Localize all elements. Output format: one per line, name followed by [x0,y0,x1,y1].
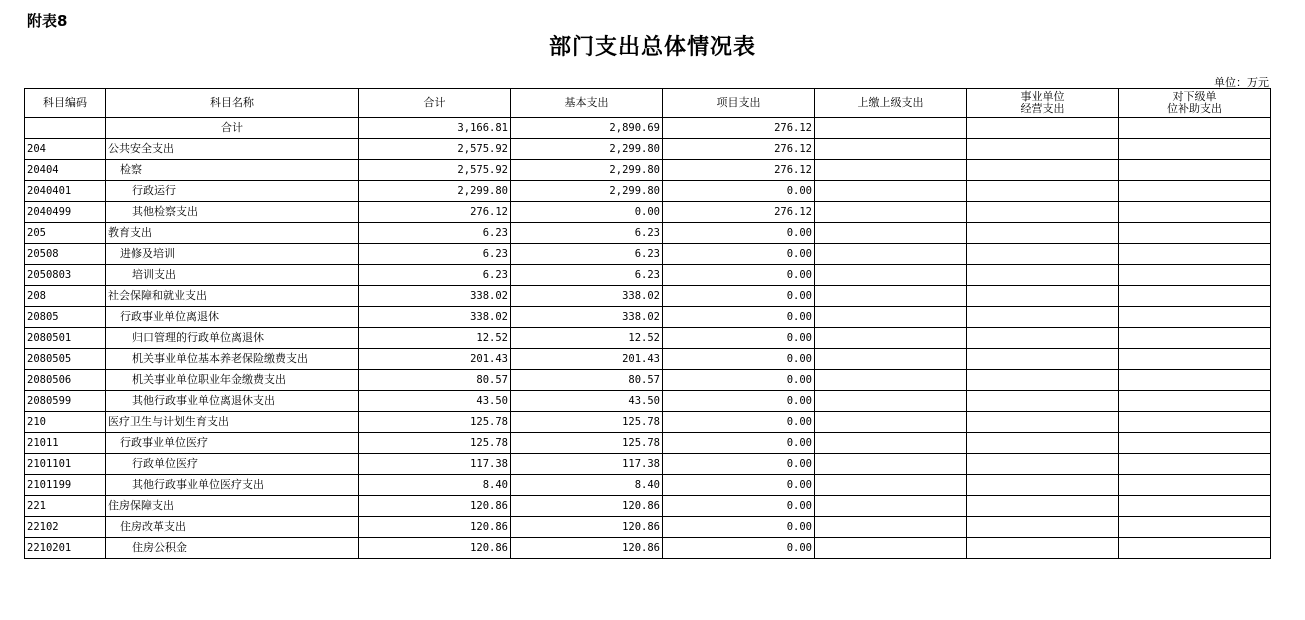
table-row [25,349,1271,370]
cell-upper-remit [815,160,967,181]
cell-subject-code: 2080501 [25,328,106,349]
cell-subsidy-expenditure [1119,370,1271,391]
cell-project-expenditure: 276.12 [663,160,815,181]
cell-subsidy-expenditure [1119,307,1271,328]
cell-business-expenditure [967,538,1119,559]
cell-subject-code: 20508 [25,244,106,265]
cell-subject-code: 205 [25,223,106,244]
cell-subject-name: 其他行政事业单位医疗支出 [106,475,359,496]
cell-total: 80.57 [359,370,511,391]
cell-subject-name: 住房改革支出 [106,517,359,538]
cell-total: 43.50 [359,391,511,412]
cell-subject-code: 2080505 [25,349,106,370]
header-subject-code: 科目编码 [25,89,106,118]
cell-upper-remit [815,328,967,349]
cell-project-expenditure: 0.00 [663,307,815,328]
cell-subject-code: 2040499 [25,202,106,223]
cell-subject-name: 机关事业单位职业年金缴费支出 [106,370,359,391]
cell-total: 2,575.92 [359,160,511,181]
cell-upper-remit [815,391,967,412]
cell-subsidy-expenditure [1119,160,1271,181]
cell-total: 338.02 [359,307,511,328]
cell-business-expenditure [967,160,1119,181]
cell-total: 125.78 [359,433,511,454]
cell-basic-expenditure: 120.86 [511,496,663,517]
cell-basic-expenditure: 338.02 [511,307,663,328]
cell-total: 120.86 [359,496,511,517]
table-row [25,265,1271,286]
cell-subsidy-expenditure [1119,412,1271,433]
cell-business-expenditure [967,244,1119,265]
cell-total: 8.40 [359,475,511,496]
cell-upper-remit [815,286,967,307]
table-row [25,496,1271,517]
cell-upper-remit [815,412,967,433]
cell-basic-expenditure: 125.78 [511,412,663,433]
cell-project-expenditure: 0.00 [663,244,815,265]
cell-subject-code: 210 [25,412,106,433]
cell-business-expenditure [967,454,1119,475]
cell-business-expenditure [967,139,1119,160]
table-row [25,328,1271,349]
cell-subject-name: 培训支出 [106,265,359,286]
header-subsidy-expenditure [1119,89,1271,118]
table-row [25,139,1271,160]
cell-subject-code: 2101101 [25,454,106,475]
header-subsidy-line-2: 位补助支出 [1167,102,1222,115]
unit-label: 单位：万元 [1214,76,1269,89]
table-row [25,286,1271,307]
header-business-line-1: 事业单位 [1020,90,1065,103]
cell-business-expenditure [967,391,1119,412]
table-row [25,433,1271,454]
cell-basic-expenditure: 8.40 [511,475,663,496]
expenditure-table [24,88,1271,559]
table-row [25,223,1271,244]
cell-subsidy-expenditure [1119,139,1271,160]
table-row [25,412,1271,433]
cell-basic-expenditure: 80.57 [511,370,663,391]
cell-subject-name: 合计 [106,118,359,139]
header-basic-expenditure: 基本支出 [511,89,663,118]
cell-project-expenditure: 0.00 [663,538,815,559]
cell-upper-remit [815,265,967,286]
cell-total: 3,166.81 [359,118,511,139]
cell-upper-remit [815,202,967,223]
table-body [25,118,1271,559]
cell-project-expenditure: 0.00 [663,475,815,496]
cell-basic-expenditure: 125.78 [511,433,663,454]
cell-subsidy-expenditure [1119,286,1271,307]
cell-subsidy-expenditure [1119,328,1271,349]
cell-upper-remit [815,538,967,559]
cell-business-expenditure [967,370,1119,391]
cell-project-expenditure: 0.00 [663,433,815,454]
table-row [25,370,1271,391]
cell-basic-expenditure: 6.23 [511,223,663,244]
cell-basic-expenditure: 338.02 [511,286,663,307]
cell-subsidy-expenditure [1119,475,1271,496]
cell-total: 276.12 [359,202,511,223]
cell-project-expenditure: 0.00 [663,181,815,202]
table-row [25,391,1271,412]
cell-subject-name: 其他行政事业单位离退休支出 [106,391,359,412]
cell-project-expenditure: 0.00 [663,454,815,475]
cell-subsidy-expenditure [1119,202,1271,223]
cell-basic-expenditure: 0.00 [511,202,663,223]
header-subject-name: 科目名称 [106,89,359,118]
cell-subject-name: 其他检察支出 [106,202,359,223]
cell-total: 6.23 [359,223,511,244]
table-row [25,118,1271,139]
cell-subject-name: 机关事业单位基本养老保险缴费支出 [106,349,359,370]
cell-upper-remit [815,496,967,517]
cell-upper-remit [815,454,967,475]
cell-basic-expenditure: 120.86 [511,517,663,538]
cell-subject-code [25,118,106,139]
cell-subject-code: 2080506 [25,370,106,391]
cell-subsidy-expenditure [1119,433,1271,454]
table-row [25,181,1271,202]
cell-total: 120.86 [359,538,511,559]
cell-subsidy-expenditure [1119,391,1271,412]
cell-upper-remit [815,181,967,202]
cell-project-expenditure: 0.00 [663,265,815,286]
cell-subject-code: 204 [25,139,106,160]
cell-total: 6.23 [359,265,511,286]
cell-basic-expenditure: 43.50 [511,391,663,412]
cell-project-expenditure: 0.00 [663,286,815,307]
cell-subject-code: 221 [25,496,106,517]
cell-upper-remit [815,223,967,244]
cell-basic-expenditure: 6.23 [511,265,663,286]
cell-business-expenditure [967,412,1119,433]
cell-business-expenditure [967,202,1119,223]
cell-subsidy-expenditure [1119,181,1271,202]
cell-basic-expenditure: 117.38 [511,454,663,475]
cell-subsidy-expenditure [1119,223,1271,244]
attachment-label: 附表8 [27,12,68,30]
cell-subject-code: 208 [25,286,106,307]
cell-basic-expenditure: 201.43 [511,349,663,370]
cell-total: 120.86 [359,517,511,538]
cell-basic-expenditure: 2,299.80 [511,160,663,181]
cell-project-expenditure: 0.00 [663,412,815,433]
cell-subject-name: 行政事业单位离退休 [106,307,359,328]
page-title: 部门支出总体情况表 [548,34,756,60]
cell-subsidy-expenditure [1119,118,1271,139]
cell-subject-name: 行政单位医疗 [106,454,359,475]
cell-subject-name: 医疗卫生与计划生育支出 [106,412,359,433]
table-row [25,160,1271,181]
cell-business-expenditure [967,496,1119,517]
table-row [25,517,1271,538]
cell-subject-name: 归口管理的行政单位离退休 [106,328,359,349]
cell-upper-remit [815,244,967,265]
cell-subject-name: 社会保障和就业支出 [106,286,359,307]
cell-basic-expenditure: 6.23 [511,244,663,265]
cell-project-expenditure: 0.00 [663,370,815,391]
cell-project-expenditure: 276.12 [663,202,815,223]
cell-business-expenditure [967,286,1119,307]
cell-upper-remit [815,118,967,139]
cell-total: 117.38 [359,454,511,475]
cell-project-expenditure: 0.00 [663,349,815,370]
cell-subsidy-expenditure [1119,496,1271,517]
cell-upper-remit [815,517,967,538]
header-total: 合计 [359,89,511,118]
header-upper-remit: 上缴上级支出 [815,89,967,118]
cell-business-expenditure [967,118,1119,139]
cell-subject-code: 2080599 [25,391,106,412]
cell-basic-expenditure: 120.86 [511,538,663,559]
cell-subject-name: 住房保障支出 [106,496,359,517]
cell-project-expenditure: 0.00 [663,496,815,517]
cell-total: 2,575.92 [359,139,511,160]
cell-subject-code: 2101199 [25,475,106,496]
cell-total: 338.02 [359,286,511,307]
cell-business-expenditure [967,223,1119,244]
cell-basic-expenditure: 2,299.80 [511,139,663,160]
cell-upper-remit [815,349,967,370]
cell-subsidy-expenditure [1119,454,1271,475]
cell-upper-remit [815,307,967,328]
header-project-expenditure: 项目支出 [663,89,815,118]
cell-upper-remit [815,433,967,454]
cell-subsidy-expenditure [1119,349,1271,370]
cell-basic-expenditure: 2,890.69 [511,118,663,139]
cell-project-expenditure: 0.00 [663,517,815,538]
table-header-row [25,89,1271,118]
cell-total: 125.78 [359,412,511,433]
header-business-expenditure [967,89,1119,118]
cell-upper-remit [815,139,967,160]
cell-total: 6.23 [359,244,511,265]
cell-project-expenditure: 276.12 [663,139,815,160]
cell-business-expenditure [967,307,1119,328]
cell-subject-code: 20805 [25,307,106,328]
table-row [25,538,1271,559]
cell-business-expenditure [967,328,1119,349]
cell-subsidy-expenditure [1119,517,1271,538]
cell-project-expenditure: 0.00 [663,391,815,412]
cell-upper-remit [815,475,967,496]
table-row [25,454,1271,475]
cell-basic-expenditure: 2,299.80 [511,181,663,202]
cell-subject-name: 检察 [106,160,359,181]
header-business-line-2: 经营支出 [1020,102,1065,115]
cell-project-expenditure: 0.00 [663,223,815,244]
cell-total: 2,299.80 [359,181,511,202]
cell-business-expenditure [967,517,1119,538]
cell-business-expenditure [967,265,1119,286]
cell-upper-remit [815,370,967,391]
header-subsidy-line-1: 对下级单 [1172,90,1217,103]
cell-project-expenditure: 0.00 [663,328,815,349]
table-row [25,307,1271,328]
table-row [25,475,1271,496]
cell-basic-expenditure: 12.52 [511,328,663,349]
cell-subject-name: 公共安全支出 [106,139,359,160]
cell-subject-name: 教育支出 [106,223,359,244]
cell-subject-code: 2210201 [25,538,106,559]
cell-subsidy-expenditure [1119,538,1271,559]
cell-business-expenditure [967,181,1119,202]
cell-business-expenditure [967,349,1119,370]
cell-project-expenditure: 276.12 [663,118,815,139]
cell-subject-code: 20404 [25,160,106,181]
cell-subject-name: 行政运行 [106,181,359,202]
cell-subject-name: 行政事业单位医疗 [106,433,359,454]
cell-subject-code: 22102 [25,517,106,538]
cell-subject-code: 2040401 [25,181,106,202]
table-row [25,244,1271,265]
cell-business-expenditure [967,433,1119,454]
cell-subsidy-expenditure [1119,265,1271,286]
cell-total: 201.43 [359,349,511,370]
cell-subject-code: 21011 [25,433,106,454]
cell-subject-name: 住房公积金 [106,538,359,559]
cell-subject-name: 进修及培训 [106,244,359,265]
table-row [25,202,1271,223]
cell-total: 12.52 [359,328,511,349]
cell-subject-code: 2050803 [25,265,106,286]
cell-subsidy-expenditure [1119,244,1271,265]
cell-business-expenditure [967,475,1119,496]
